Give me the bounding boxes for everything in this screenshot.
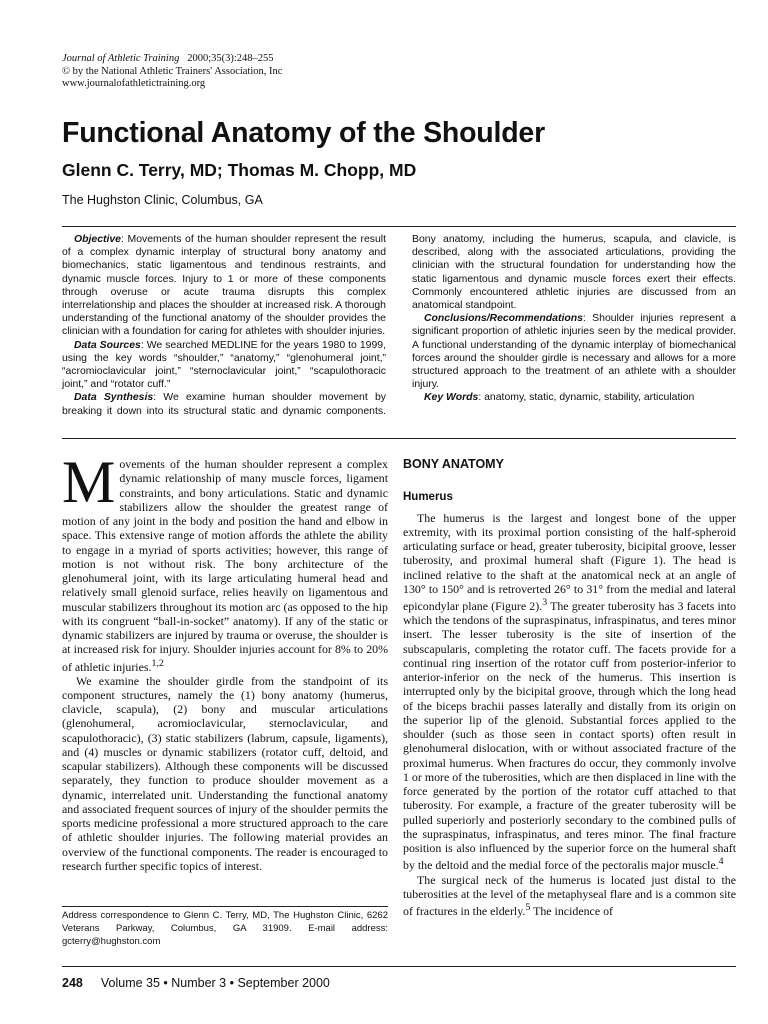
objective-text: : Movements of the human shoulder represent the result of a complex dynamic interplay of structural bony anatomy and biomechanics, static ligamentous and tendinous restraints, and dynamic muscle forces. Injury to 1 or more of these components through overuse or acute trauma disrupts this complex interrelationship and places the shoulder at increased risk. A thorough understanding of the functional anatomy of the shoulder provides the clinician with a foundation for caring for athletes with shoulder injuries. [62,234,386,338]
address-rule [62,906,388,907]
article-authors: Glenn C. Terry, MD; Thomas M. Chopp, MD [62,160,417,180]
author-affiliation: The Hughston Clinic, Columbus, GA [62,193,263,207]
data-synthesis-label: Data Synthesis [74,392,154,404]
footer-rule [62,966,736,967]
abstract [62,233,736,423]
surgical-neck-text: The surgical neck of the humerus is located just distal to the tuberosities at the level of the metaphyseal flare and is a common site of fractures in the elderly. [403,872,736,919]
page-footer [62,976,330,990]
page-number: 248 [62,976,83,990]
abstract-key-words [412,391,736,404]
surgical-neck-text-cont: The incidence of [530,904,613,919]
intro-paragraph [62,449,388,674]
key-words-label: Key Words [424,392,479,404]
copyright-notice: © by the National Athletic Trainers' Association, Inc [62,65,283,77]
conclusions-text: : Shoulder injuries represent a significant proportion of athletic injuries seen by the medical provider. A functional understanding of the dynamic interplay of biomechanical forces around the shoulder girdle is necessary and allows for a more structured approach to the treatment of an athlete with a shoulder injury. [412,313,736,391]
humerus-text-b: The greater tuberosity has 3 facets into which the tendons of the supraspinatus, infraspinatus, and teres minor insert. The lesser tuberosity is the site of insertion of the subscapularis, completing the rotator cuff. The facets provide for a continual ring insertion of the rotator cuff from posterior-inferior to anterior-inferior on the neck of the humerus. This insertion is interrupted only by the bicipital groove, through which the long head of the biceps brachii passes laterally and distally from its origin on the superior lip of the glenoid. Substantial forces applied to the shoulder (such as those seen in contact sports) often result in glenohumeral dislocation, with or without associated fracture of the proximal humerus. When fractures do occur, they commonly involve 1 or more of the tuberosities, which are then displaced in line with the force generated by the portion of the rotator cuff attached to that tuberosity. For example, a fracture of the greater tuberosity will be pulled superiorly and posteriorly secondary to the combined pulls of the supraspinatus, infraspinatus, and teres minor. The final fracture position is also influenced by the superior force on the humeral shaft by the deltoid and the medial force of the pectoralis major muscle. [403,598,736,873]
citation-ref: 1,2 [151,657,164,669]
issue-info: Volume 35 • Number 3 • September 2000 [100,976,330,990]
address-correspondence: Address correspondence to Glenn C. Terry, MD, The Hughston Clinic, 6262 Veterans Parkway, Columbus, GA 31909. E-mail address: gcterry@hughston.com [62,910,388,947]
humerus-text-a: The humerus is the largest and longest bone of the upper extremity, with its proximal portion consisting of the half-spheroid articulating surface or head, greater tuberosity, bicipital groove, lesser tuberosity, and proximal humeral shaft (Figure 1). The head is inclined relative to the shaft at the anatomical neck at an angle of 130° to 150° and is retroverted 26° to 31° from the medial and lateral epicondylar plane (Figure 2). [403,510,736,613]
intro-text: ovements of the human shoulder represent a complex dynamic relationship of many muscle forces, ligament constraints, and bony articulations. Static and dynamic stabilizers allow the shoulder the greatest range of motion of any joint in the body and position the hand and elbow in space. This extensive range of motion affords the athlete the ability to engage in a myriad of sports activities; however, this range of motion is not without risk. The bony architecture of the glenohumeral joint, with its large articulating humeral head and relatively small glenoid surface, relies heavily on ligamentous and muscular stabilizers throughout its motion arc (as opposed to the hip with its congruent “ball-in-socket” anatomy). If any of the static or dynamic stabilizers are injured by trauma or overuse, the shoulder is at increased risk for injury. Shoulder injuries account for 8% to 20% of athletic injuries. [62,457,388,674]
body-column-left [62,449,388,873]
section-heading: BONY ANATOMY [403,457,504,471]
humerus-paragraph-1 [403,511,736,873]
objective-label: Objective [74,234,121,245]
journal-header [62,53,282,91]
abstract-top-rule [62,226,736,227]
abstract-bottom-rule [62,438,736,439]
abstract-data-sources [62,339,386,392]
journal-citation-line [62,53,282,66]
journal-citation: 2000;35(3):248–255 [187,53,274,64]
body-column-right [403,457,736,918]
abstract-conclusions [412,312,736,391]
journal-name: Journal of Athletic Training [62,53,180,64]
drop-cap: M [62,449,116,515]
data-sources-label: Data Sources [74,339,141,351]
humerus-paragraph-2 [403,873,736,919]
abstract-objective [62,233,386,339]
article-title: Functional Anatomy of the Shoulder [62,117,545,149]
subsection-heading: Humerus [403,491,453,504]
scope-paragraph: We examine the shoulder girdle from the standpoint of its component structures, namely the (1) bony anatomy (humerus, clavicle, scapula), (2) bony and muscular articulations (glenohumeral, acromioclavicular, sternoclavicular, and scapulothoracic), (3) static stabilizers (labrum, capsule, ligaments), and (4) muscles or dynamic stabilizers (rotator cuff, deltoid, and scapular stabilizers). Although these components will be discussed separately, they function to produce shoulder movement as a dynamic, interrelated unit. Understanding the functional anatomy and associated frequent sources of injury of the shoulder permits the sports medicine professional a more structured approach to the care of athletic shoulder injuries. The following material provides an overview of the functional components. The reader is encouraged to research further specific topics of interest. [62,673,388,873]
conclusions-label: Conclusions/Recommendations [424,313,583,325]
key-words-text: : anatomy, static, dynamic, stability, articulation [478,392,695,404]
data-sources-text: : We searched MEDLINE for the years 1980 to 1999, using the key words “shoulder,” “anatomy,” “glenohumeral joint,” “acromioclavicular joint,” “sternoclavicular joint,” “scapulothoracic joint,” and “rotator cuff.” [62,339,386,391]
journal-url[interactable]: www.journalofathletictraining.org [62,78,206,89]
citation-ref: 5 [525,902,531,914]
data-synthesis-text: : We examine human shoulder movement by breaking it down into its structural static and dynamic components. Bony anatomy, including the humerus, scapula, and clavicle, is described, along with the associated articulations, providing the clinician with the structural foundation for understanding how the static ligamentous and dynamic muscle forces exert their effects. Commonly encountered athletic injuries are discussed from an anatomical standpoint. [62,234,736,417]
citation-ref: 3 [542,597,548,608]
citation-ref: 4 [718,856,724,868]
